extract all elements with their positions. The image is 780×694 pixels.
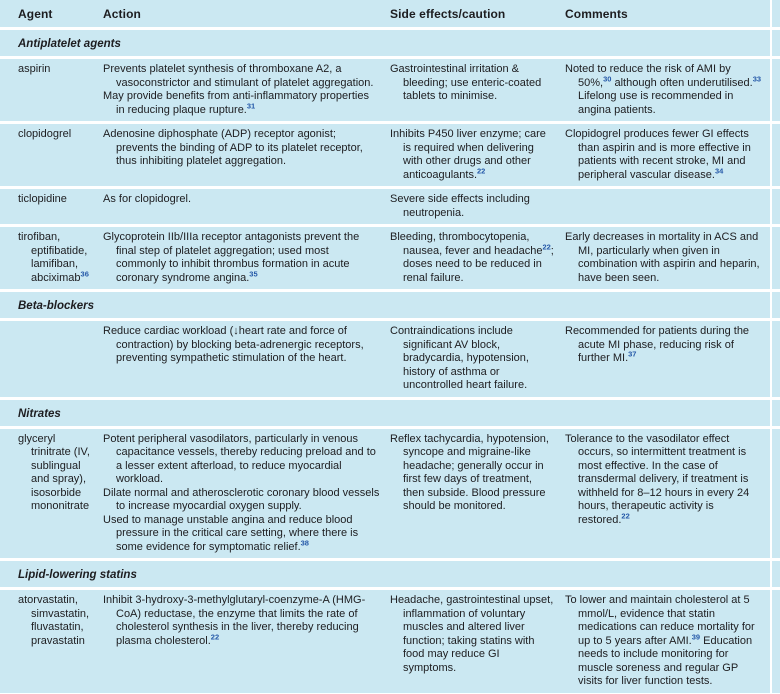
reference-superscript: 22 [621,510,630,520]
cell-paragraph: Bleeding, thrombocytopenia, nausea, fever and headache$^{22}$; doses need to be reduced in renal failure. [390,231,554,284]
action-cell [103,227,390,289]
table-row [0,59,780,124]
reference-superscript: 31 [246,100,256,110]
reference-superscript: 39 [691,631,701,641]
cell-paragraph: Adenosine diphosphate (ADP) receptor agonist; prevents the binding of ADP to its platelet receptor, thus inhibiting platelet aggregation. [103,128,363,167]
action-cell [103,321,390,397]
comments-cell [565,189,780,224]
section-title: Lipid-lowering statins [18,569,137,581]
reference-superscript: 22 [542,241,551,251]
cell-paragraph: Inhibits P450 liver enzyme; care is required when delivering with other drugs and other anticoagulants.$^{22}$ [390,128,546,181]
table-row [0,429,780,562]
agent-cell [18,321,103,397]
column-header-comments: Comments [565,6,628,21]
comments-cell [565,321,780,397]
reference-superscript: 33 [752,73,762,83]
section-row-lipid-lowering-statins [0,561,780,590]
reference-superscript: 35 [249,268,258,278]
cell-paragraph: As for clopidogrel. [103,193,192,205]
table-row [0,321,780,400]
comments-cell [565,429,780,559]
section-row-nitrates [0,400,780,429]
cell-paragraph: ticlopidine [18,193,67,205]
side-effects-cell [390,124,565,186]
cell-paragraph: Early decreases in mortality in ACS and MI, particularly when given in combination with aspirin and heparin, have been seen. [565,231,760,284]
table-row [0,189,780,227]
cell-paragraph: Potent peripheral vasodilators, particularly in venous capacitance vessels, thereby reducing preload and to a lesser extent afterload, to reduce myocardial workload. [103,432,376,485]
table-row [0,227,780,292]
agent-cell [18,59,103,121]
reference-superscript: 30 [603,73,612,83]
section-title: Nitrates [18,407,61,420]
reference-superscript: 37 [628,349,637,359]
cell-paragraph: Contraindications include significant AV block, bradycardia, hypotension, history of asthma or uncontrolled heart failure. [390,325,529,391]
cell-paragraph: Glycoprotein IIb/IIIa receptor antagonists prevent the final step of platelet aggregation; used most commonly to inhibit thrombus formation in acute coronary syndrome angina.$^{35}$ [103,231,360,284]
agent-cell [18,124,103,186]
section-title: Beta-blockers [18,300,95,312]
side-effects-cell [390,189,565,224]
cell-paragraph: Tolerance to the vasodilator effect occurs, so intermittent treatment is most effective. In the case of transdermal delivery, if treatment is withheld for 8–12 hours in every 24 hours, therapeutic activity is restored.$^{22}$ [565,432,750,526]
reference-superscript: 22 [210,631,220,641]
reference-superscript: 38 [300,537,309,547]
side-effects-cell [390,321,565,397]
reference-superscript: 36 [80,268,89,278]
comments-cell [565,59,780,121]
column-header-side-effects: Side effects/caution [390,6,506,21]
column-header-agent: Agent [18,6,53,21]
side-effects-cell [390,590,565,693]
agent-cell [18,189,103,224]
action-cell [103,59,390,121]
cell-paragraph: Dilate normal and atherosclerotic coronary blood vessels to increase myocardial oxygen supply. [103,486,380,512]
side-effects-cell [390,59,565,121]
cell-paragraph: aspirin [18,63,51,75]
column-header-action: Action [103,6,141,21]
cell-paragraph: Gastrointestinal irritation & bleeding; use enteric-coated tablets to minimise. [390,63,542,102]
cell-paragraph: Used to manage unstable angina and reduce blood pressure in the critical care setting, where there is some evidence for symptomatic relief.$^{38}$ [103,513,359,553]
cell-paragraph: Recommended for patients during the acute MI phase, reducing risk of further MI.$^{37}$ [565,325,750,364]
reference-superscript: 34 [714,165,724,175]
cell-paragraph: Reflex tachycardia, hypotension, syncope and migraine-like headache; generally occur in first few days of treatment, then subside. Blood pressure should be monitored. [390,432,549,512]
cell-paragraph: Clopidogrel produces fewer GI effects than aspirin and is more effective in patients with recent stroke, MI and peripheral vascular disease.$^{34}$ [565,128,751,181]
cell-paragraph: Reduce cardiac workload (↓heart rate and force of contraction) by blocking beta-adrenergic receptors, preventing sympathetic stimulation of the heart. [103,325,364,364]
table-row [0,590,780,694]
table-header-row [0,0,780,30]
action-cell [103,124,390,186]
agent-cell [18,429,103,559]
reference-superscript: 22 [477,165,486,175]
cell-paragraph: Headache, gastrointestinal upset, inflammation of voluntary muscles and altered liver function; taking statins with food may reduce GI symptoms. [390,594,554,674]
section-title: Antiplatelet agents [18,38,121,50]
cell-paragraph: To lower and maintain cholesterol at 5 mmol/L, evidence that statin medications can reduce mortality for up to 5 years after AMI.$^{39}$ Education needs to include monitoring for muscle soreness and regular GP visits for liver function tests. [565,594,755,687]
comments-cell [565,590,780,693]
table-body [0,30,780,694]
cell-paragraph: May provide benefits from anti-inflammatory properties in reducing plaque rupture.$^{31}$ [103,90,369,116]
cell-paragraph: tirofiban, eptifibatide, lamifiban, abciximab$^{36}$ [18,231,89,284]
agent-cell [18,227,103,289]
section-row-antiplatelet-agents [0,30,780,59]
cell-paragraph: Inhibit 3-hydroxy-3-methylglutaryl-coenzyme-A (HMG-CoA) reductase, the enzyme that limits the rate of cholesterol synthesis in the liver, thereby reducing plasma cholesterol.$^{22}$ [103,594,366,647]
action-cell [103,590,390,693]
cell-paragraph: Severe side effects including neutropenia. [390,193,530,219]
action-cell [103,429,390,559]
side-effects-cell [390,429,565,559]
agent-cell [18,590,103,693]
action-cell [103,189,390,224]
comments-cell [565,124,780,186]
section-row-beta-blockers [0,292,780,321]
cell-paragraph: atorvastatin, simvastatin, fluvastatin, pravastatin [18,594,90,647]
table-row [0,124,780,189]
comments-cell [565,227,780,289]
cell-paragraph: Prevents platelet synthesis of thromboxane A2, a vasoconstrictor and stimulant of platelet aggregation. [103,63,374,89]
cell-paragraph: clopidogrel [18,128,72,140]
side-effects-cell [390,227,565,289]
cell-paragraph: glyceryl trinitrate (IV, sublingual and spray), isosorbide mononitrate [18,432,90,512]
page-right-edge-line [770,0,772,694]
cell-paragraph: Noted to reduce the risk of AMI by 50%,$^{30}$ although often underutilised.$^{33}$ Lifelong use is recommended in angina patients. [565,63,762,116]
